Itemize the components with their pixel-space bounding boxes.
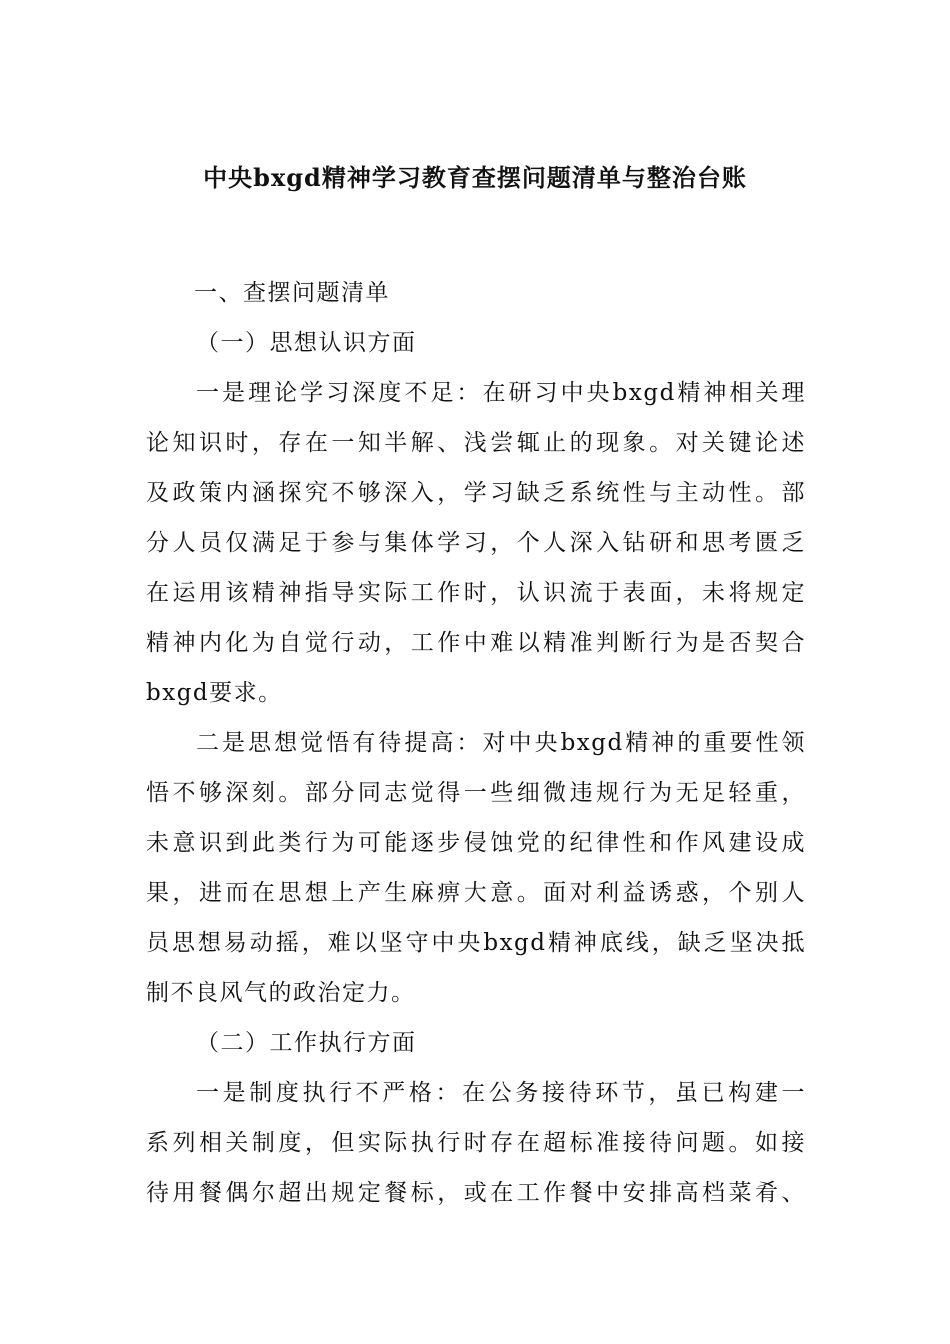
- paragraph-1-line-3: 及政策内涵探究不够深入，学习缺乏系统性与主动性。部: [146, 480, 806, 506]
- paragraph-2-line-2: 悟不够深刻。部分同志觉得一些细微违规行为无足轻重，: [146, 780, 806, 806]
- paragraph-3-line-1: 一是制度执行不严格：在公务接待环节，虽已构建一: [196, 1080, 806, 1106]
- paragraph-1-line-6: 精神内化为自觉行动，工作中难以精准判断行为是否契合: [146, 630, 806, 656]
- paragraph-1-line-7: bxgd要求。: [146, 680, 283, 706]
- document-title: 中央bxgd精神学习教育查摆问题清单与整治台账: [203, 163, 747, 192]
- paragraph-2-line-3: 未意识到此类行为可能逐步侵蚀党的纪律性和作风建设成: [146, 830, 806, 856]
- paragraph-2-line-1: 二是思想觉悟有待提高：对中央bxgd精神的重要性领: [196, 730, 806, 756]
- paragraph-2-line-5: 员思想易动摇，难以坚守中央bxgd精神底线，缺乏坚决抵: [146, 930, 806, 956]
- subsection-heading-2: （二）工作执行方面: [196, 1030, 417, 1056]
- paragraph-1-line-1: 一是理论学习深度不足：在研习中央bxgd精神相关理: [196, 380, 806, 406]
- paragraph-3-line-2: 系列相关制度，但实际执行时存在超标准接待问题。如接: [146, 1130, 806, 1156]
- paragraph-1-line-4: 分人员仅满足于参与集体学习，个人深入钻研和思考匮乏: [146, 530, 806, 556]
- document-body: [146, 268, 806, 1218]
- paragraph-1-line-5: 在运用该精神指导实际工作时，认识流于表面，未将规定: [146, 580, 806, 606]
- subsection-heading-1: （一）思想认识方面: [196, 330, 417, 356]
- paragraph-2-line-6: 制不良风气的政治定力。: [146, 980, 416, 1006]
- section-heading-1: 一、查摆问题清单: [194, 280, 390, 306]
- paragraph-1-line-2: 论知识时，存在一知半解、浅尝辄止的现象。对关键论述: [146, 430, 806, 456]
- paragraph-3-line-3: 待用餐偶尔超出规定餐标，或在工作餐中安排高档菜肴、: [146, 1180, 806, 1206]
- paragraph-2-line-4: 果，进而在思想上产生麻痹大意。面对利益诱惑，个别人: [146, 880, 806, 906]
